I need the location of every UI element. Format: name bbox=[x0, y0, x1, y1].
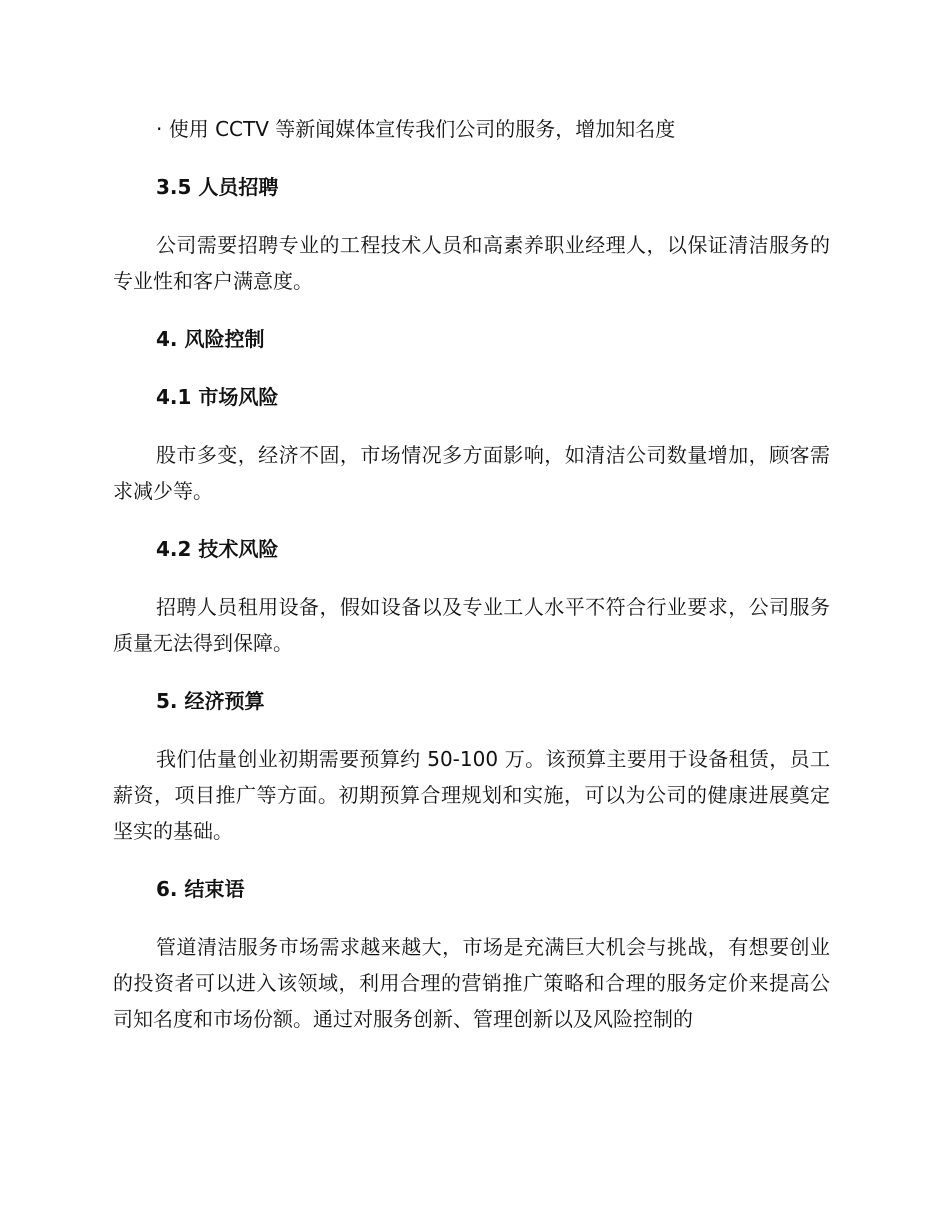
paragraph-conclusion: 管道清洁服务市场需求越来越大，市场是充满巨大机会与挑战，有想要创业的投资者可以进入该领域，利用合理的营销推广策略和合理的服务定价来提高公司知名度和市场份额。通过对服务创新、管理创新以及风险控制的 bbox=[113, 935, 830, 1031]
paragraph-budget: 我们估量创业初期需要预算约 50-100 万。该预算主要用于设备租赁，员工薪资，项目推广等方面。初期预算合理规划和实施，可以为公司的健康进展奠定坚实的基础。 bbox=[113, 747, 830, 843]
heading-3-5-recruitment: 3.5 人员招聘 bbox=[156, 175, 279, 199]
heading-4-risk-control: 4. 风险控制 bbox=[156, 327, 265, 351]
paragraph-technical-risk: 招聘人员租用设备，假如设备以及专业工人水平不符合行业要求，公司服务质量无法得到保障。 bbox=[113, 595, 830, 655]
bullet-media-promotion: · 使用 CCTV 等新闻媒体宣传我们公司的服务，增加知名度 bbox=[156, 117, 676, 141]
heading-5-budget: 5. 经济预算 bbox=[156, 689, 265, 713]
heading-4-1-market-risk: 4.1 市场风险 bbox=[156, 385, 279, 409]
paragraph-market-risk: 股市多变，经济不固，市场情况多方面影响，如清洁公司数量增加，顾客需求减少等。 bbox=[113, 443, 830, 503]
paragraph-recruitment: 公司需要招聘专业的工程技术人员和高素养职业经理人，以保证清洁服务的专业性和客户满意度。 bbox=[113, 233, 830, 293]
heading-4-2-technical-risk: 4.2 技术风险 bbox=[156, 537, 279, 561]
heading-6-conclusion: 6. 结束语 bbox=[156, 877, 245, 901]
